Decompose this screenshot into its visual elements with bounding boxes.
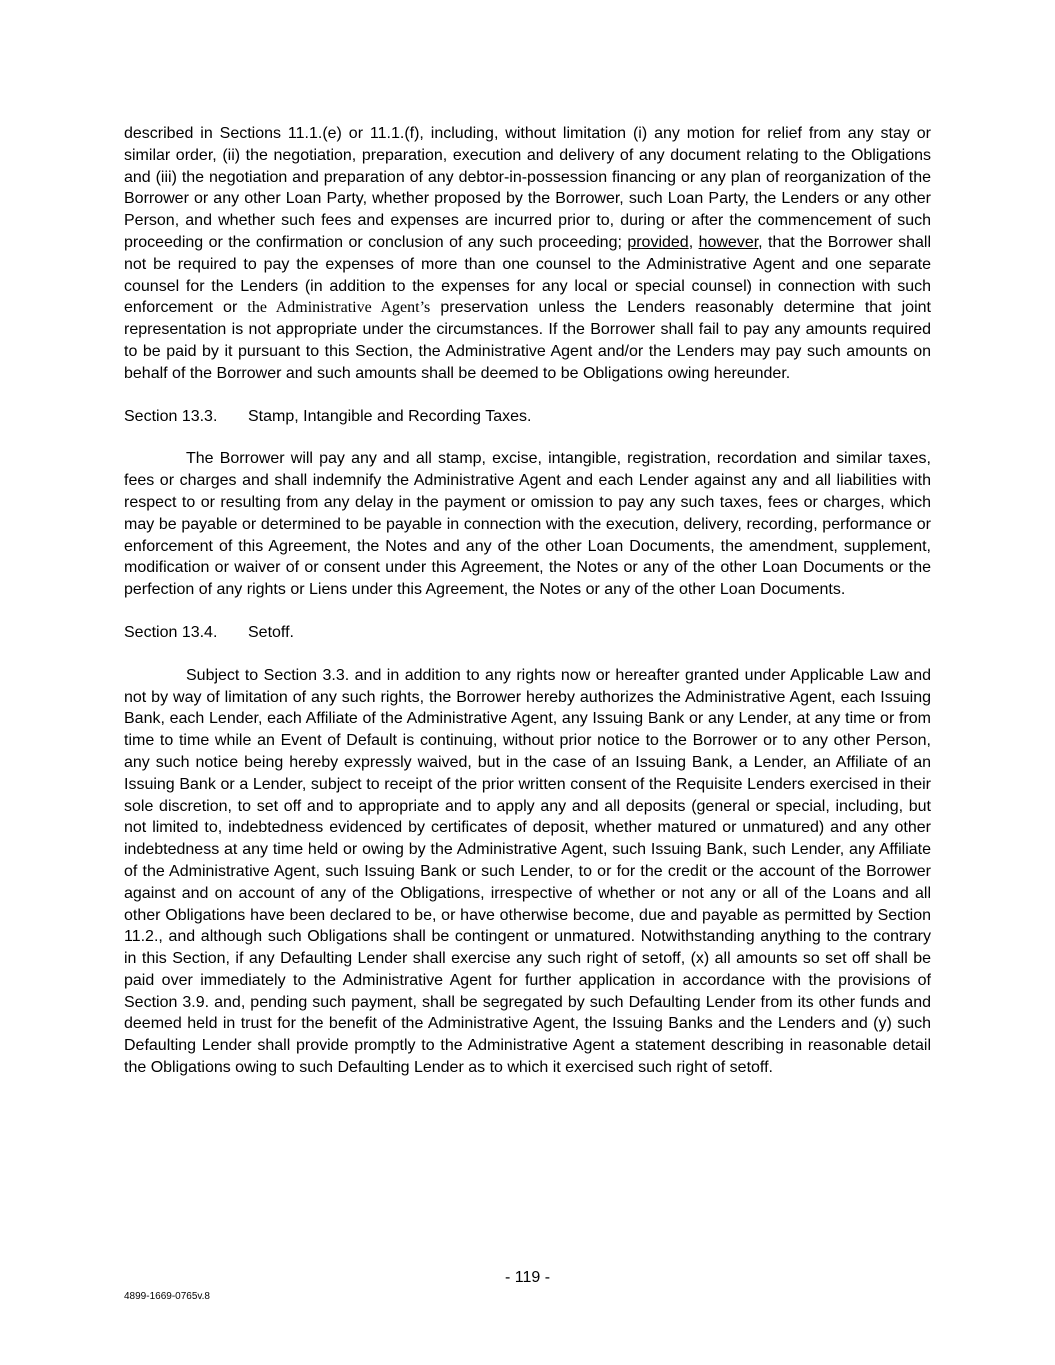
however-term: however	[698, 233, 759, 251]
carryover-paragraph	[124, 123, 931, 385]
carryover-text-2: , that the Borrower shall not be required to pay the expenses of more than one counsel to the Administrative Agent and one separate counsel for the Lenders (in addition to the expenses for any local or special counsel) in connection with such enforcement or	[124, 233, 932, 317]
document-id: 4899-1669-0765v.8	[124, 1291, 210, 1302]
provided-term: provided	[627, 233, 689, 251]
section-13-3-heading	[124, 406, 931, 428]
carryover-serif-run: the Administrative Agent’s	[247, 299, 431, 317]
section-13-4-heading	[124, 622, 931, 644]
section-13-4-body: Subject to Section 3.3. and in addition to any rights now or hereafter granted under Applicable Law and not by way of limitation of any such rights, the Borrower hereby authorizes the Administrative Agent, each Issuing Bank, each Lender, each Affiliate of the Administrative Agent, any Issuing Bank or any Lender, at any time or from time to time while an Event of Default is continuing, without prior notice to the Borrower or to any other Person, any such notice being hereby expressly waived, but in the case of an Issuing Bank, a Lender, an Affiliate of an Issuing Bank or a Lender, subject to receipt of the prior written consent of the Requisite Lenders exercised in their sole discretion, to set off and to appropriate and to apply any and all deposits (general or special, including, but not limited to, indebtedness evidenced by certificates of deposit, whether matured or unmatured) and any other indebtedness at any time held or owing by the Administrative Agent, such Issuing Bank, such Lender, any Affiliate of the Administrative Agent, such Issuing Bank or such Lender, to or for the credit or the account of the Borrower against and on account of any of the Obligations, irrespective of whether or not any or all of the Loans and all other Obligations have been declared to be, or have otherwise become, due and payable as permitted by Section 11.2., and although such Obligations shall be contingent or unmatured. Notwithstanding anything to the contrary in this Section, if any Defaulting Lender shall exercise any such right of setoff, (x) all amounts so set off shall be paid over immediately to the Administrative Agent for further application in accordance with the provisions of Section 3.9. and, pending such payment, shall be segregated by such Defaulting Lender from its other funds and deemed held in trust for the benefit of the Administrative Agent, the Issuing Banks and the Lenders and (y) such Defaulting Lender shall provide promptly to the Administrative Agent a statement describing in reasonable detail the Obligations owing to such Defaulting Lender as to which it exercised such right of setoff.	[124, 666, 931, 1077]
section-title: Setoff.	[248, 623, 294, 641]
page-number: - 119 -	[504, 1269, 551, 1286]
document-page	[124, 123, 931, 1079]
section-title: Stamp, Intangible and Recording Taxes.	[248, 407, 532, 425]
section-number: Section 13.4.	[124, 623, 218, 641]
section-13-3-body: The Borrower will pay any and all stamp, excise, intangible, registration, recordation and similar taxes, fees or charges and shall indemnify the Administrative Agent and each Lender against any and all liabilities with respect to or resulting from any delay in the payment or omission to pay any such taxes, fees or charges, which may be payable or determined to be payable in connection with the execution, delivery, recording, performance or enforcement of this Agreement, the Notes and any of the other Loan Documents, the amendment, supplement, modification or waiver of or consent under this Agreement, the Notes or any of the other Loan Documents or the perfection of any rights or Liens under this Agreement, the Notes or any of the other Loan Documents.	[124, 450, 931, 599]
carryover-comma: ,	[688, 233, 699, 251]
carryover-text-3: preservation unless the Lenders reasonably determine that joint representation is not appropriate under the circumstances. If the Borrower shall fail to pay any amounts required to be paid by it pursuant to this Section, the Administrative Agent and/or the Lenders may pay such amounts on behalf of the Borrower and such amounts shall be deemed to be Obligations owing hereunder.	[124, 299, 931, 382]
section-number: Section 13.3.	[124, 407, 218, 425]
carryover-text-1: described in Sections 11.1.(e) or 11.1.(f), including, without limitation (i) any motion for relief from any stay or similar order, (ii) the negotiation, preparation, execution and delivery of any document relating to the Obligations and (iii) the negotiation and preparation of any debtor-in-possession financing or any plan of reorganization of the Borrower or any other Loan Party, whether proposed by the Borrower, such Loan Party, the Lenders or any other Person, and whether such fees and expenses are incurred prior to, during or after the commencement of such proceeding or the confirmation or conclusion of any such proceeding;	[124, 125, 931, 251]
